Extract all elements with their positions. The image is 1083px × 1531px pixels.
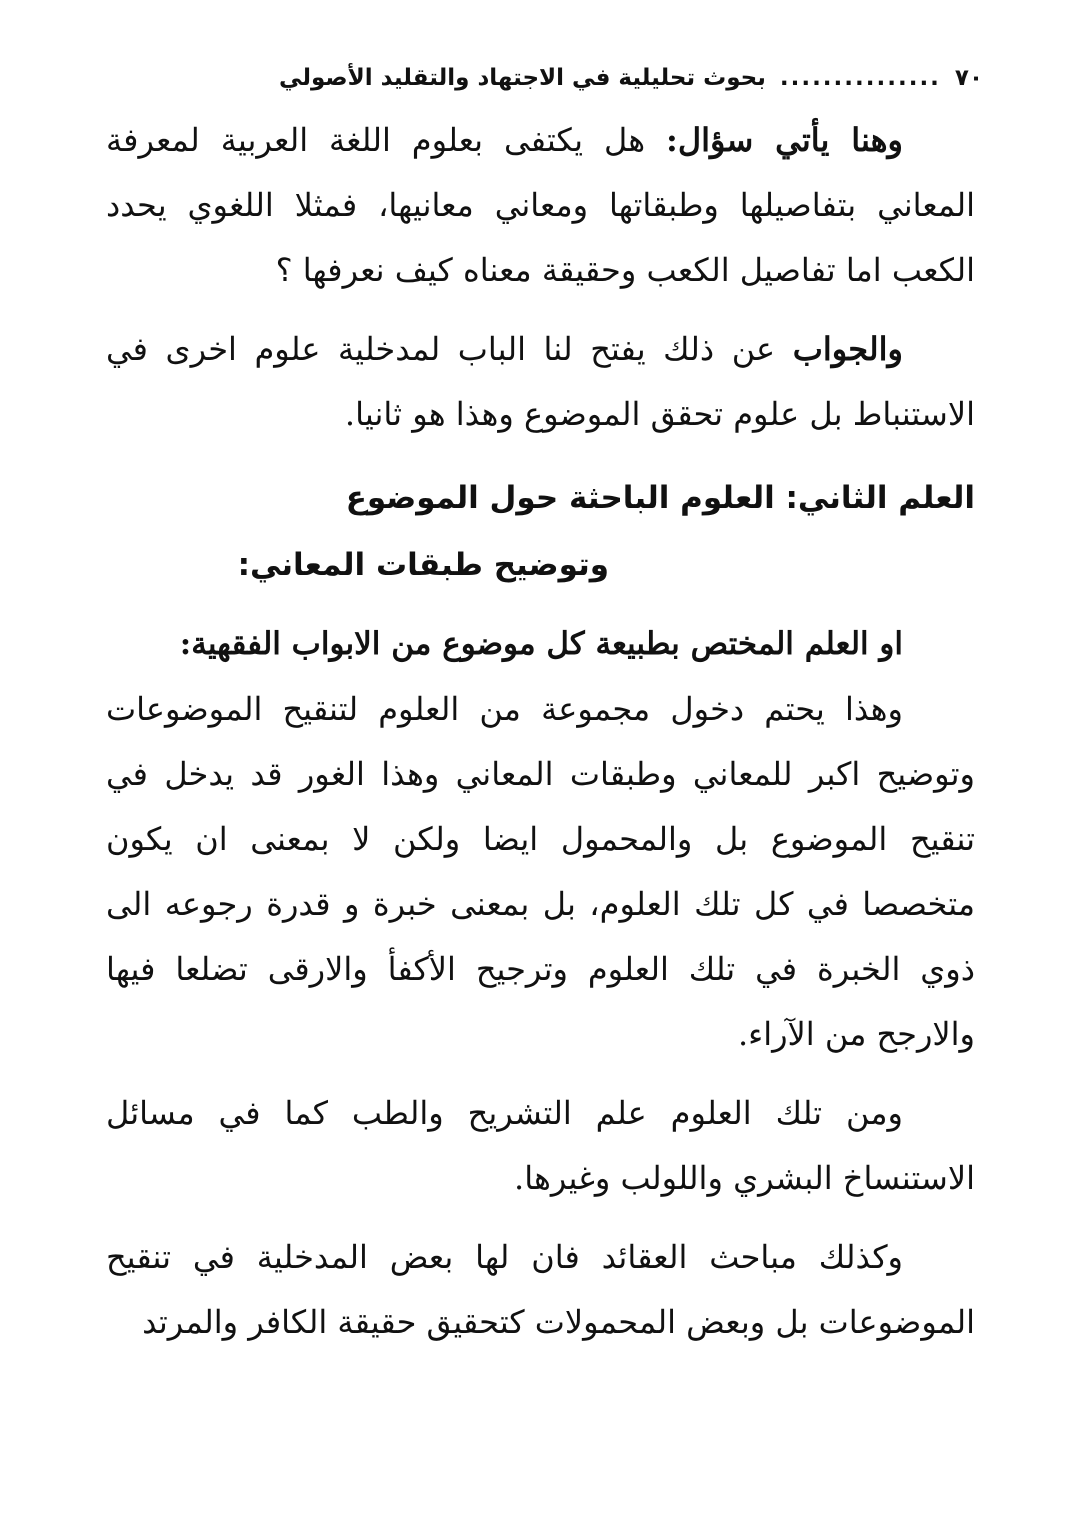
paragraph-text: هل يكتفى بعلوم اللغة العربية لمعرفة المعاني بتفاصيلها وطبقاتها ومعاني معانيها، فمثلا اللغوي يحدد الكعب اما تفاصيل الكعب وحقيقة معناه كيف نعرفها ؟ <box>106 121 975 289</box>
page-number: ٧٠ <box>954 65 983 91</box>
book-title: بحوث تحليلية في الاجتهاد والتقليد الأصولي <box>279 65 766 91</box>
running-header <box>105 58 983 98</box>
paragraph-body: ومن تلك العلوم علم التشريح والطب كما في مسائل الاستنساخ البشري واللولب وغيرها. <box>106 1094 975 1197</box>
header-leader-dots: ............... <box>779 65 941 91</box>
section-heading-continued: وتوضيح طبقات المعاني: <box>237 547 609 583</box>
paragraph-lead: والجواب <box>792 330 903 368</box>
paragraph-body: وكذلك مباحث العقائد فان لها بعض المدخلية في تنقيح الموضوعات بل وبعض المحمولات كتحقيق حقيقة الكافر والمرتد <box>106 1238 975 1341</box>
paragraph-question <box>106 108 975 303</box>
paragraph-lead: وهنا يأتي سؤال: <box>666 121 904 159</box>
section-heading: العلم الثاني: العلوم الباحثة حول الموضوع <box>345 480 975 516</box>
section-subheading: او العلم المختص بطبيعة كل موضوع من الابواب الفقهية: <box>179 626 903 662</box>
page-body <box>106 108 975 1355</box>
paragraph-body: وهذا يحتم دخول مجموعة من العلوم لتنقيح الموضوعات وتوضيح اكبر للمعاني وطبقات المعاني وهذا الغور قد يدخل في تنقيح الموضوع بل والمحمول ايضا ولكن لا بمعنى ان يكون متخصصا في كل تلك العلوم، بل بمعنى خبرة و قدرة رجوعه الى ذوي الخبرة في تلك العلوم وترجيح الأكفأ والارقى تضلعا فيها والارجح من الآراء. <box>106 690 975 1053</box>
paragraph-text: عن ذلك يفتح لنا الباب لمدخلية علوم اخرى في الاستنباط بل علوم تحقق الموضوع وهذا هو ثانيا. <box>106 330 975 433</box>
paragraph-answer <box>106 317 975 447</box>
